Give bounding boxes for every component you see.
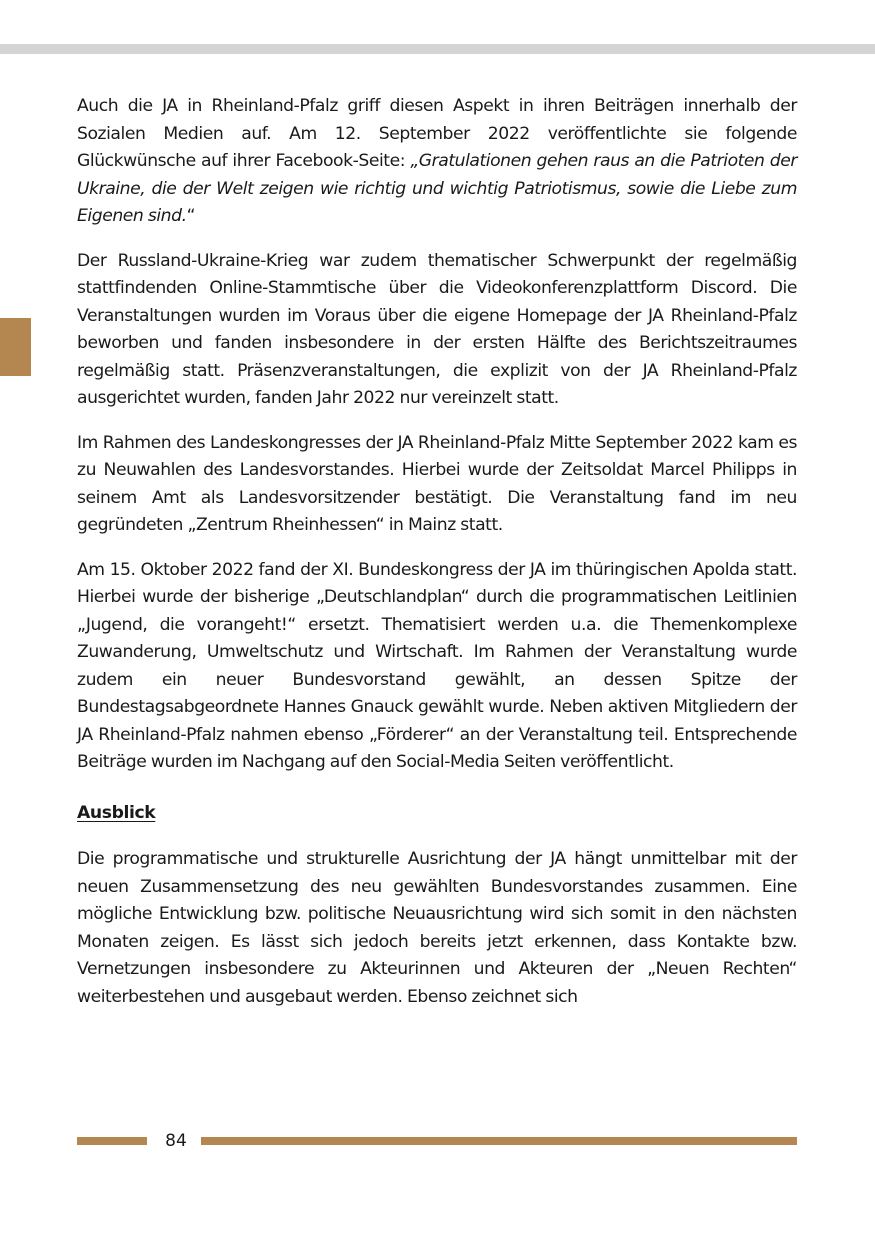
paragraph-online-stammtische: Der Russland-Ukraine-Krieg war zudem thematischer Schwerpunkt der regelmäßig stattfindenden Online-Stammtische über die Videokonferenzplattform Discord. Die Veranstaltungen wurden im Voraus über die eigene Homepage der JA Rheinland-Pfalz beworben und fanden insbesondere in der ersten Hälfte des Berichtszeitraumes regelmäßig statt. Präsenzveranstaltungen, die explizit von der JA Rheinland-Pfalz ausgerichtet wurden, fanden Jahr 2022 nur vereinzelt statt. bbox=[77, 250, 797, 408]
top-rule bbox=[0, 44, 875, 54]
quote-closing-mark: “ bbox=[186, 206, 196, 226]
page-number: 84 bbox=[165, 1131, 187, 1151]
footer-bar-right bbox=[201, 1137, 797, 1145]
side-tab-marker bbox=[0, 318, 31, 376]
section-heading-ausblick: Ausblick bbox=[77, 802, 156, 823]
page-body bbox=[77, 93, 797, 1028]
paragraph-intro-text: Auch die JA in Rheinland-Pfalz griff diesen Aspekt in ihren Beiträgen innerhalb der Sozialen Medien auf. Am 12. September 2022 veröffentlichte sie folgende Glückwünsche auf ihrer Facebook-Seite: bbox=[77, 96, 797, 171]
paragraph-facebook-post bbox=[77, 93, 797, 231]
footer-bar-left bbox=[77, 1137, 147, 1145]
facebook-quote: „Gratulationen gehen raus an die Patrioten der Ukraine, die der Welt zeigen wie richtig und wichtig Patriotismus, sowie die Liebe zum Eigenen sind. bbox=[77, 151, 797, 226]
paragraph-ausblick: Die programmatische und strukturelle Ausrichtung der JA hängt unmittelbar mit der neuen Zusammensetzung des neu gewählten Bundesvorstandes zusammen. Eine mögliche Entwicklung bzw. politische Neuausrichtung wird sich somit in den nächsten Monaten zeigen. Es lässt sich jedoch bereits jetzt erkennen, dass Kontakte bzw. Vernetzungen insbesondere zu Akteurinnen und Akteuren der „Neuen Rechten“ weiterbestehen und ausgebaut werden. Ebenso zeichnet sich bbox=[77, 849, 797, 1007]
paragraph-landeskongress: Im Rahmen des Landeskongresses der JA Rheinland-Pfalz Mitte September 2022 kam es zu Neuwahlen des Landesvorstandes. Hierbei wurde der Zeitsoldat Marcel Philipps in seinem Amt als Landesvorsitzender bestätigt. Die Veranstaltung fand im neu gegründeten „Zentrum Rheinhessen“ in Mainz statt. bbox=[77, 432, 797, 535]
page-footer bbox=[77, 1127, 797, 1155]
paragraph-bundeskongress: Am 15. Oktober 2022 fand der XI. Bundeskongress der JA im thüringischen Apolda statt. Hierbei wurde der bisherige „Deutschlandplan“ durch die programmatischen Leitlinien „Jugend, die vorangeht!“ ersetzt. Thematisiert werden u.a. die Themenkomplexe Zuwanderung, Umweltschutz und Wirtschaft. Im Rahmen der Veranstaltung wurde zudem ein neuer Bundesvorstand gewählt, an dessen Spitze der Bundestagsabgeordnete Hannes Gnauck gewählt wurde. Neben aktiven Mitgliedern der JA Rheinland-Pfalz nahmen ebenso „Förderer“ an der Veranstaltung teil. Entsprechende Beiträge wurden im Nachgang auf den Social-Media Seiten veröffentlicht. bbox=[77, 559, 797, 772]
